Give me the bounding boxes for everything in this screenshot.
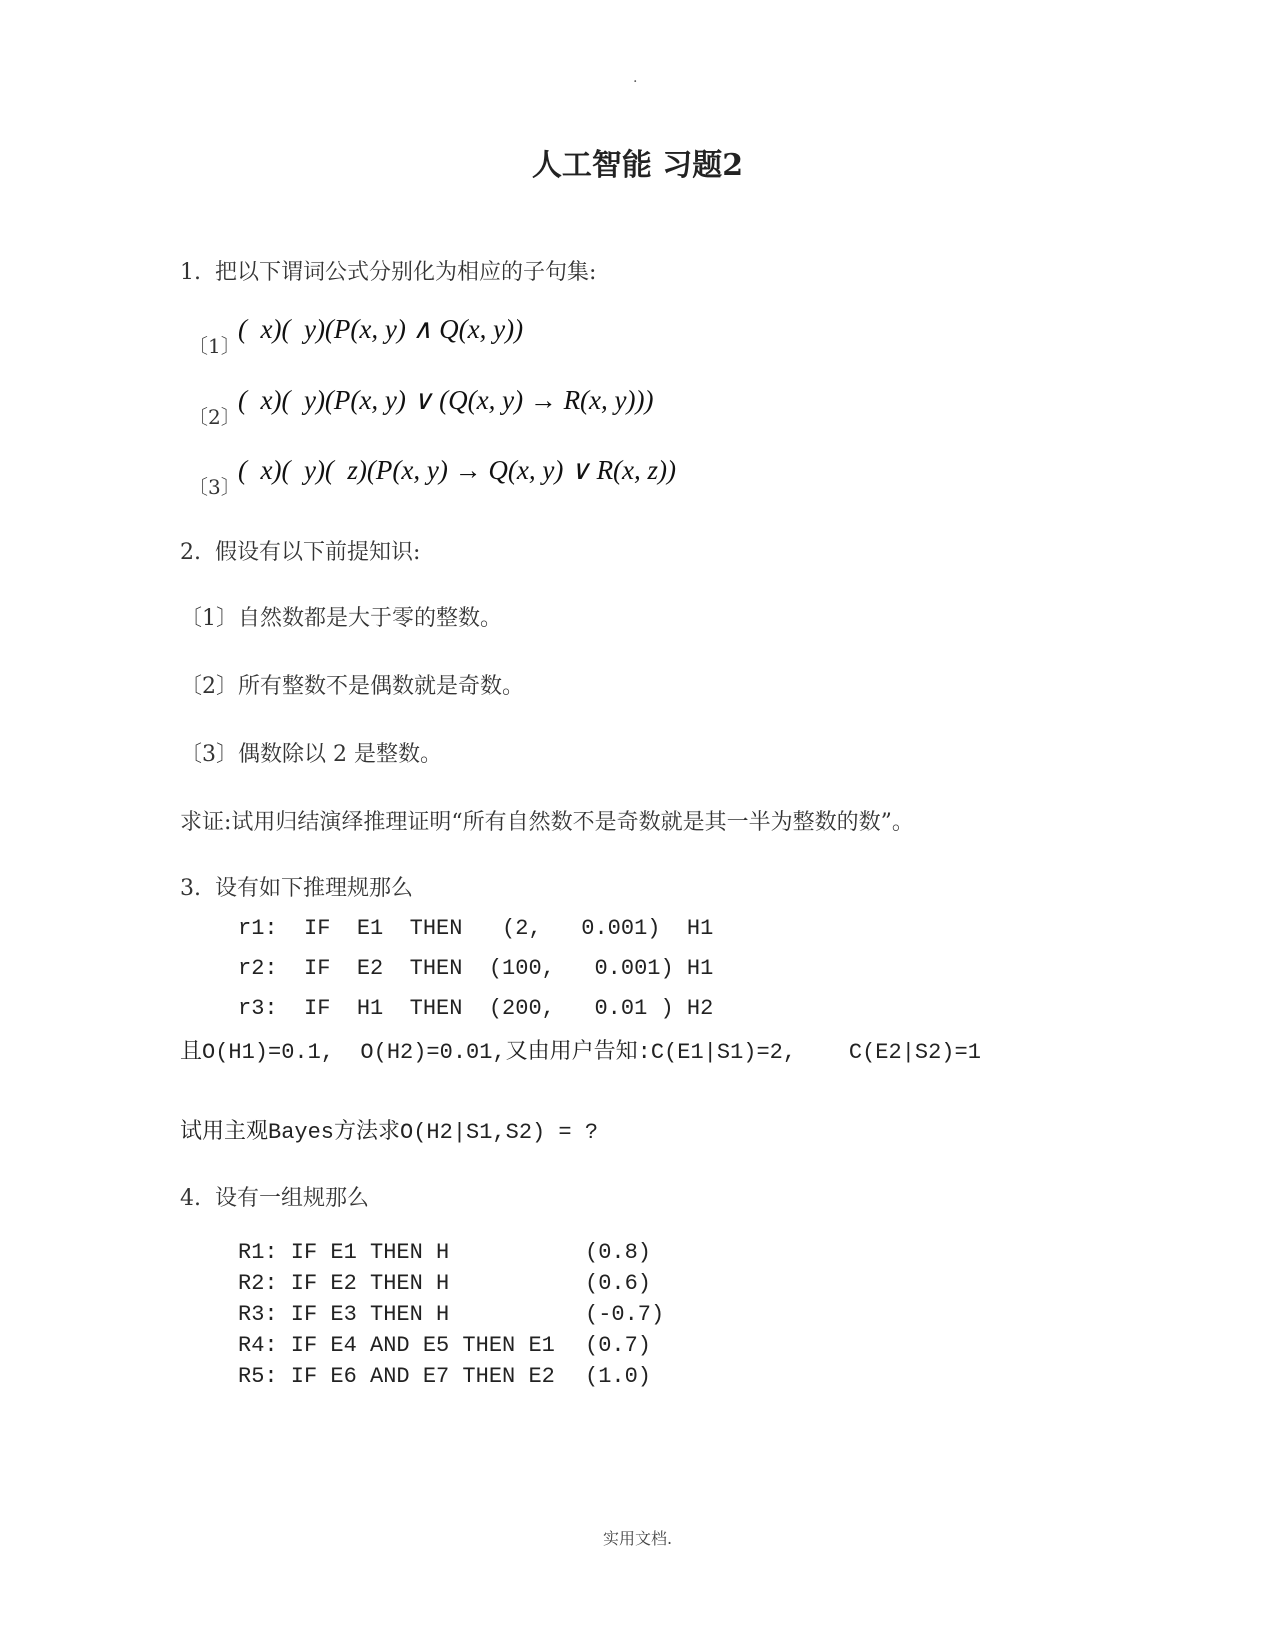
q2-premise-2: 〔2〕所有整数不是偶数就是奇数。 — [180, 674, 524, 699]
q1-item-2-formula: ( x)( y)(P(x, y) ∨ (Q(x, y) → R(x, y))) — [238, 385, 654, 415]
q4-rule-5: R5: IF E6 AND E7 THEN E2 — [238, 1364, 555, 1389]
q4-rule-5-cf: (1.0) — [585, 1364, 652, 1389]
question-1-text: 1. 把以下谓词公式分别化为相应的子句集: — [180, 260, 597, 285]
q3-rule-r2: r2: IF E2 THEN (100, 0.001) H1 — [238, 956, 714, 981]
q2-premise-3: 〔3〕偶数除以 2 是整数。 — [180, 742, 442, 767]
question-4-text: 4. 设有一组规那么 — [180, 1186, 369, 1211]
header-mark: . — [633, 70, 638, 86]
q4-rule-4: R4: IF E4 AND E5 THEN E1 — [238, 1333, 555, 1358]
q1-item-3-formula: ( x)( y)( z)(P(x, y) → Q(x, y) ∨ R(x, z)) — [238, 455, 677, 485]
q3-ask: 试用主观Bayes方法求O(H2|S1,S2) = ? — [180, 1120, 599, 1145]
q4-rule-1: R1: IF E1 THEN H — [238, 1240, 450, 1265]
q3-given: 且O(H1)=0.1, O(H2)=0.01,又由用户告知:C(E1|S1)=2, C(E2|S2)=1 — [180, 1040, 981, 1065]
page-title: 人工智能 习题2 — [531, 148, 744, 183]
question-3-text: 3. 设有如下推理规那么 — [180, 876, 413, 901]
q4-rule-3-cf: (-0.7) — [585, 1302, 665, 1327]
q4-rule-2: R2: IF E2 THEN H — [238, 1271, 450, 1296]
q2-prove-statement: 求证:试用归结演绎推理证明“所有自然数不是奇数就是其一半为整数的数”。 — [180, 810, 914, 835]
q1-item-3-label: 〔3〕 — [188, 475, 241, 499]
q3-rule-r1: r1: IF E1 THEN (2, 0.001) H1 — [238, 916, 714, 941]
q1-item-1-formula: ( x)( y)(P(x, y) ∧ Q(x, y)) — [238, 314, 524, 344]
page-footer: 实用文档. — [602, 1529, 673, 1548]
question-2-text: 2. 假设有以下前提知识: — [180, 540, 421, 565]
q4-rule-3: R3: IF E3 THEN H — [238, 1302, 450, 1327]
q2-premise-1: 〔1〕自然数都是大于零的整数。 — [180, 606, 502, 631]
q1-item-1-label: 〔1〕 — [188, 334, 241, 358]
q4-rule-4-cf: (0.7) — [585, 1333, 652, 1358]
q1-item-2-label: 〔2〕 — [188, 405, 241, 429]
q4-rule-2-cf: (0.6) — [585, 1271, 652, 1296]
q3-rule-r3: r3: IF H1 THEN (200, 0.01 ) H2 — [238, 996, 714, 1021]
q4-rule-1-cf: (0.8) — [585, 1240, 652, 1265]
